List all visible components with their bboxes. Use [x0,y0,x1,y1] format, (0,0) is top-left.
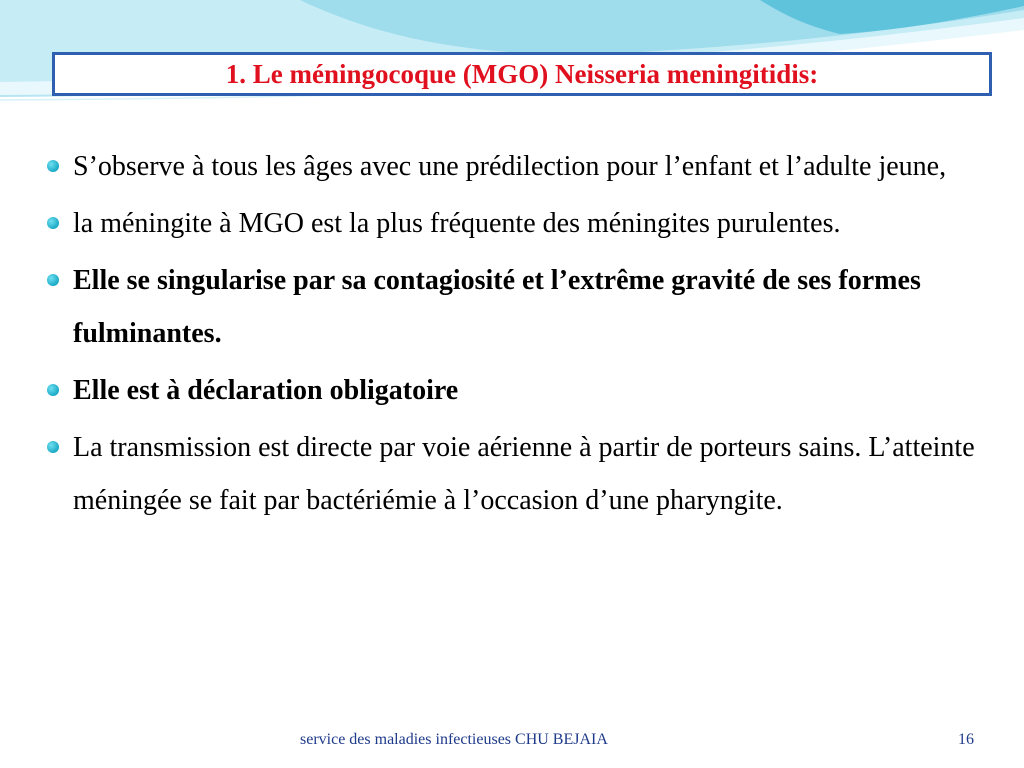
bullet-item [42,197,992,250]
bullet-text: la méningite à MGO est la plus fréquente des méningites purulentes. [73,208,841,239]
bullet-dot-icon [47,384,59,396]
bullet-item [42,364,992,417]
bullet-text: Elle est à déclaration obligatoire [73,375,459,406]
title-box [52,52,992,96]
bullet-text: S’observe à tous les âges avec une prédilection pour l’enfant et l’adulte jeune, [73,151,947,182]
bullet-dot-icon [47,274,59,286]
bullet-item [42,140,992,193]
page-number: 16 [958,731,974,748]
bullet-text: La transmission est directe par voie aérienne à partir de porteurs sains. L’atteinte méningée se fait par bactériémie à l’occasion d’une pharyngite. [73,432,975,516]
footer-text: service des maladies infectieuses CHU BEJAIA [300,731,608,748]
bullet-list [42,140,992,531]
bullet-dot-icon [47,217,59,229]
slide-title: 1. Le méningocoque (MGO) Neisseria meningitidis: [225,58,819,89]
bullet-item [42,421,992,527]
bullet-dot-icon [47,441,59,453]
bullet-item [42,254,992,360]
bullet-text: Elle se singularise par sa contagiosité et l’extrême gravité de ses formes fulminantes. [73,265,921,349]
bullet-dot-icon [47,160,59,172]
